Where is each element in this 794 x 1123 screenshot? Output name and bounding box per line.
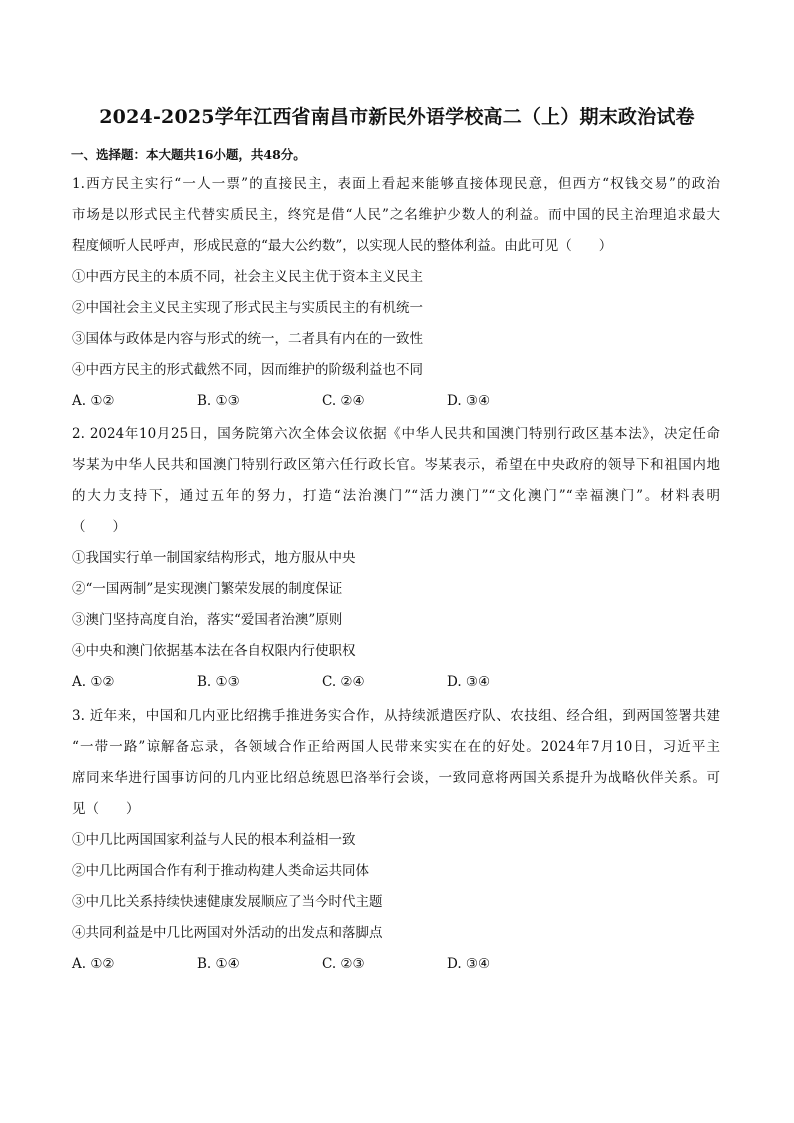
answer-options bbox=[72, 386, 720, 417]
question-stem-line: 3. 近年来，中国和几内亚比绍携手推进务实合作，从持续派遣医疗队、农技组、经合组，到两国签署共建 bbox=[72, 708, 720, 724]
statement-2: ②中几比两国合作有利于推动构建人类命运共同体 bbox=[72, 863, 369, 879]
option-a[interactable]: A. ①② bbox=[72, 956, 115, 972]
option-a[interactable]: A. ①② bbox=[72, 393, 115, 409]
option-a[interactable]: A. ①② bbox=[72, 674, 115, 690]
question-stem-line: 的大力支持下，通过五年的努力，打造“法治澳门”“活力澳门”“文化澳门”“幸福澳门”。材料表明 bbox=[72, 488, 720, 504]
question-stem-line: 2. 2024年10月25日，国务院第六次全体会议依据《中华人民共和国澳门特别行政区基本法》，决定任命 bbox=[72, 426, 720, 442]
option-c[interactable]: C. ②④ bbox=[322, 393, 365, 409]
question-stem-line: 岑某为中华人民共和国澳门特别行政区第六任行政长官。岑某表示，希望在中央政府的领导下和祖国内地 bbox=[72, 457, 720, 473]
option-b[interactable]: B. ①④ bbox=[197, 956, 240, 972]
answer-options bbox=[72, 667, 720, 698]
statement-4: ④共同利益是中几比两国对外活动的出发点和落脚点 bbox=[72, 925, 383, 941]
statement-4: ④中央和澳门依据基本法在各自权限内行使职权 bbox=[72, 643, 356, 659]
option-c[interactable]: C. ②③ bbox=[322, 956, 365, 972]
statement-1: ①中几比两国国家利益与人民的根本利益相一致 bbox=[72, 832, 356, 848]
statement-3: ③澳门坚持高度自治，落实“爱国者治澳”原则 bbox=[72, 612, 343, 628]
exam-title: 2024-2025学年江西省南昌市新民外语学校高二（上）期末政治试卷 bbox=[99, 106, 695, 128]
question-2 bbox=[72, 419, 720, 698]
statement-2: ②“一国两制”是实现澳门繁荣发展的制度保证 bbox=[72, 581, 343, 597]
option-d[interactable]: D. ③④ bbox=[447, 956, 491, 972]
question-stem-line: 市场是以形式民主代替实质民主，终究是借“人民”之名维护少数人的利益。而中国的民主治理追求最大 bbox=[72, 207, 720, 223]
option-c[interactable]: C. ②④ bbox=[322, 674, 365, 690]
answer-options bbox=[72, 949, 720, 980]
section-heading: 一、选择题：本大题共16小题，共48分。 bbox=[71, 147, 306, 162]
question-stem-line: “一带一路”谅解备忘录，各领域合作正给两国人民带来实实在在的好处。2024年7月10日，习近平主 bbox=[72, 739, 720, 755]
option-b[interactable]: B. ①③ bbox=[197, 393, 240, 409]
option-d[interactable]: D. ③④ bbox=[447, 393, 491, 409]
statement-2: ②中国社会主义民主实现了形式民主与实质民主的有机统一 bbox=[72, 300, 423, 316]
question-stem-line: 程度倾听人民呼声，形成民意的“最大公约数”，以实现人民的整体利益。由此可见（ ） bbox=[72, 238, 613, 254]
option-b[interactable]: B. ①③ bbox=[197, 674, 240, 690]
question-1 bbox=[72, 169, 720, 417]
question-3 bbox=[72, 701, 720, 980]
statement-1: ①中西方民主的本质不同，社会主义民主优于资本主义民主 bbox=[72, 269, 423, 285]
question-stem-line: 见（ ） bbox=[72, 801, 140, 817]
statement-3: ③国体与政体是内容与形式的统一，二者具有内在的一致性 bbox=[72, 331, 423, 347]
question-stem-line: 1.西方民主实行“一人一票”的直接民主，表面上看起来能够直接体现民意，但西方“权钱交易”的政治 bbox=[72, 176, 720, 192]
question-stem-line: （ ） bbox=[72, 519, 126, 535]
option-d[interactable]: D. ③④ bbox=[447, 674, 491, 690]
statement-4: ④中西方民主的形式截然不同，因而维护的阶级利益也不同 bbox=[72, 362, 423, 378]
statement-1: ①我国实行单一制国家结构形式，地方服从中央 bbox=[72, 550, 356, 566]
question-stem-line: 席同来华进行国事访问的几内亚比绍总统恩巴洛举行会谈，一致同意将两国关系提升为战略伙伴关系。可 bbox=[72, 770, 720, 786]
statement-3: ③中几比关系持续快速健康发展顺应了当今时代主题 bbox=[72, 894, 383, 910]
